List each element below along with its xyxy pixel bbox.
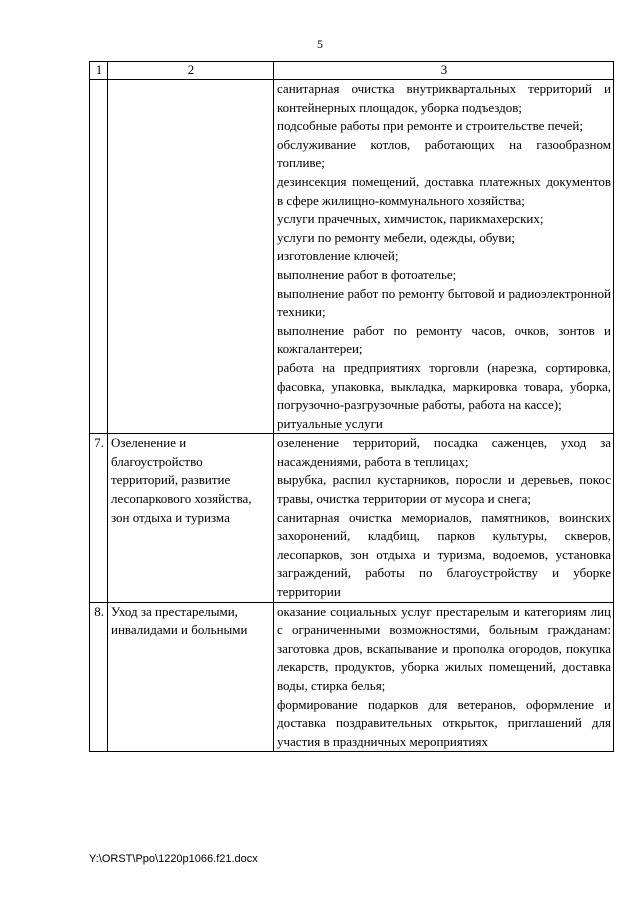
header-col-2: 2: [108, 62, 274, 80]
row-number: 8.: [90, 602, 108, 752]
list-item: формирование подарков для ветеранов, оформление и доставка поздравительных открыток, приглашений для участия в праздничных мероприятиях: [277, 696, 611, 749]
list-item: выполнение работ по ремонту часов, очков, зонтов и кожгалантереи;: [277, 322, 611, 357]
list-item: услуги прачечных, химчисток, парикмахерских;: [277, 211, 544, 227]
page-number: 5: [317, 37, 323, 51]
row-items: [274, 602, 614, 752]
row-number: [90, 80, 108, 434]
row-name-text: Уход за престарелыми, инвалидами и больными: [111, 603, 248, 638]
row-number: 7.: [90, 434, 108, 602]
list-item: подсобные работы при ремонте и строительстве печей;: [277, 118, 583, 134]
list-item: оказание социальных услуг престарелым и категориям лиц с ограниченными возможностями, больным гражданам: заготовка дров, вскапывание и прополка огородов, покупка лекарств, продуктов, уборка жилых помещений, доставка воды, стирка белья;: [277, 603, 611, 693]
list-item: санитарная очистка мемориалов, памятников, воинских захоронений, кладбищ, парков культуры, скверов, лесопарков, зон отдыха и туризма, водоемов, установка заграждений, работы по благоустройству и уборке территории: [277, 509, 611, 600]
row-name-text: Озеленение и благоустройство территорий, развитие лесопаркового хозяйства, зон отдыха и туризма: [111, 435, 252, 525]
file-path-footer: Y:\ORST\Ppo\1220p1066.f21.docx: [89, 853, 258, 865]
list-item: выполнение работ в фотоателье;: [277, 266, 457, 282]
header-col-1: 1: [90, 62, 108, 80]
list-item: вырубка, распил кустарников, поросли и деревьев, покос травы, очистка территории от мусора и снега;: [277, 472, 611, 507]
list-item: дезинсекция помещений, доставка платежных документов в сфере жилищно-коммунального хозяйства;: [277, 173, 611, 208]
table-row: [90, 80, 614, 434]
list-item: изготовление ключей;: [277, 248, 399, 264]
row-items: [274, 80, 614, 434]
row-items: [274, 434, 614, 602]
row-name: [108, 602, 274, 752]
header-col-3: 3: [274, 62, 614, 80]
table-row: [90, 434, 614, 602]
activities-table: [89, 61, 614, 752]
list-item: санитарная очистка внутриквартальных территорий и контейнерных площадок, уборка подъездов;: [277, 81, 611, 115]
table-row: [90, 602, 614, 752]
row-name: [108, 434, 274, 602]
list-item: озеленение территорий, посадка саженцев, уход за насаждениями, работа в теплицах;: [277, 435, 611, 469]
list-item: ритуальные услуги: [277, 415, 383, 431]
list-item: работа на предприятиях торговли (нарезка, сортировка, фасовка, упаковка, выкладка, маркировка товара, уборка, погрузочно-разгрузочные работы, работа на кассе);: [277, 359, 611, 413]
list-item: услуги по ремонту мебели, одежды, обуви;: [277, 229, 516, 245]
list-item: обслуживание котлов, работающих на газообразном топливе;: [277, 136, 611, 171]
row-name: [108, 80, 274, 434]
table-header-row: [90, 62, 614, 80]
list-item: выполнение работ по ремонту бытовой и радиоэлектронной техники;: [277, 285, 611, 320]
